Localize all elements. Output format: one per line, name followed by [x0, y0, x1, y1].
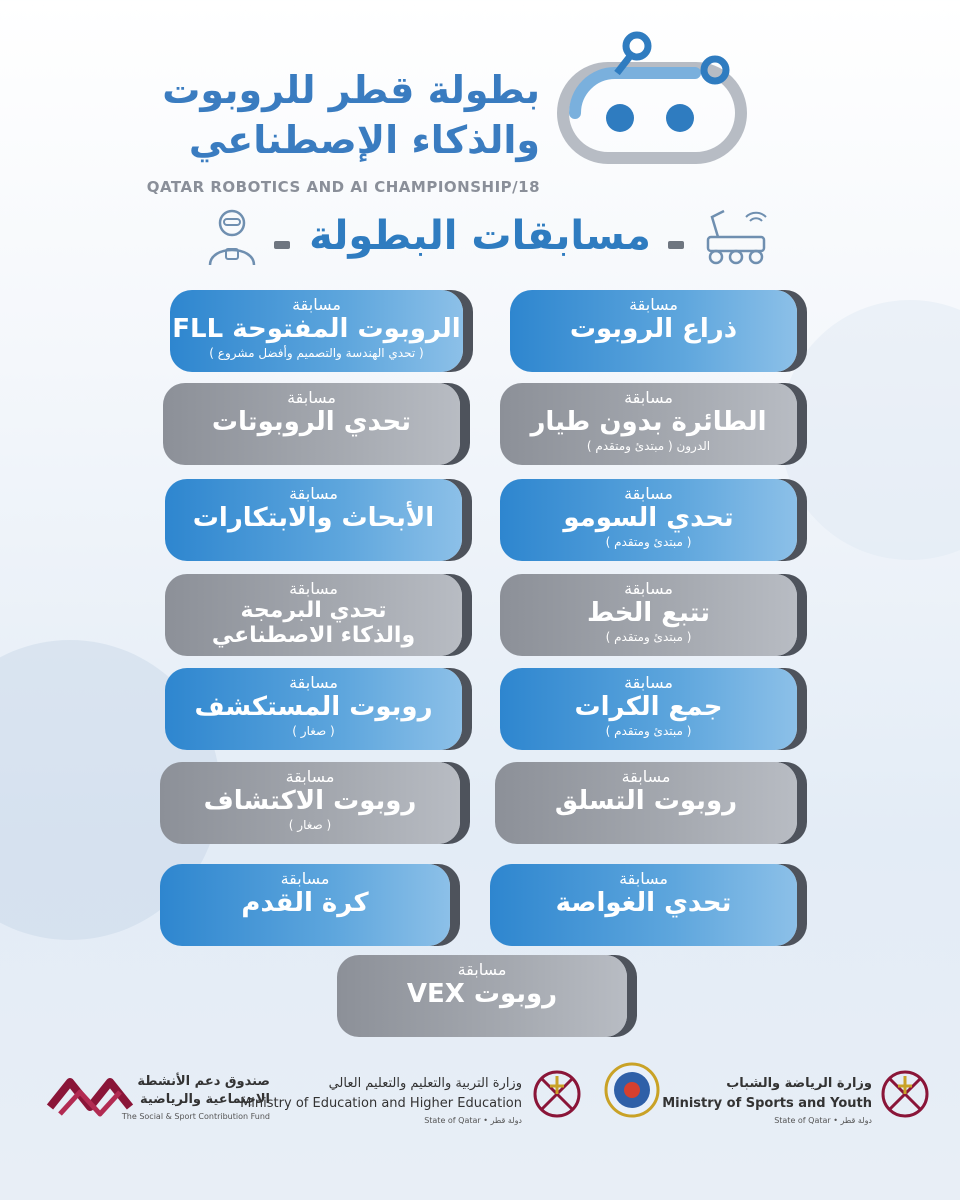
scientific-club-emblem-icon	[604, 1062, 660, 1118]
section-header	[0, 205, 960, 275]
sports-name-ar: وزارة الرياضة والشباب	[726, 1076, 872, 1091]
section-title: مسابقات البطولة	[309, 213, 651, 259]
competition-card-submarine: مسابقة تحدي الغواصة	[490, 864, 797, 946]
logo-title-line1: بطولة قطر للروبوت	[162, 68, 540, 112]
qatar-emblem-icon	[880, 1064, 930, 1124]
robot-face-logo-icon	[555, 28, 755, 168]
title-dash-right	[668, 241, 684, 249]
education-name-ar: وزارة التربية والتعليم والتعليم العالي	[328, 1076, 522, 1091]
qatar-emblem-icon	[532, 1064, 582, 1124]
sports-state: State of Qatar • دولة قطر	[774, 1116, 872, 1125]
rover-robot-icon	[700, 205, 772, 269]
competition-card-line-follower: مسابقة تتبع الخط ( مبتدئ ومتقدم )	[500, 574, 797, 656]
competition-card-ball-collection: مسابقة جمع الكرات ( مبتدئ ومتقدم )	[500, 668, 797, 750]
competition-card-programming-ai: مسابقة تحدي البرمجة والذكاء الاصطناعي	[165, 574, 462, 656]
competition-card-robot-challenge: مسابقة تحدي الروبوتات	[163, 383, 460, 465]
scientific-club-logo	[604, 1062, 664, 1122]
education-state: State of Qatar • دولة قطر	[424, 1116, 522, 1125]
sponsors-footer	[0, 1062, 960, 1142]
competition-card-football: مسابقة كرة القدم	[160, 864, 450, 946]
fund-name-ar-1: صندوق دعم الأنشطة	[137, 1074, 270, 1089]
competition-card-robot-arm: مسابقة ذراع الروبوت	[510, 290, 797, 372]
logo-english-title: QATAR ROBOTICS AND AI CHAMPIONSHIP/18	[146, 178, 540, 196]
fund-name-en: The Social & Sport Contribution Fund	[121, 1112, 270, 1121]
competition-card-drone: مسابقة الطائرة بدون طيار الدرون ( مبتدئ ومتقدم )	[500, 383, 797, 465]
fund-name-ar-2: الاجتماعية والرياضية	[139, 1092, 270, 1107]
competition-card-sumo: مسابقة تحدي السومو ( مبتدئ ومتقدم )	[500, 479, 797, 561]
education-name-en: Ministry of Education and Higher Education	[240, 1096, 522, 1111]
background-circle	[780, 300, 960, 560]
competition-card-vex: مسابقة روبوت VEX	[337, 955, 627, 1037]
sports-name-en: Ministry of Sports and Youth	[662, 1096, 872, 1111]
competition-card-explorer-robot: مسابقة روبوت المستكشف ( صغار )	[165, 668, 462, 750]
competition-card-research: مسابقة الأبحاث والابتكارات	[165, 479, 462, 561]
competition-card-climbing-robot: مسابقة روبوت التسلق	[495, 762, 797, 844]
competition-card-discovery-robot: مسابقة روبوت الاكتشاف ( صغار )	[160, 762, 460, 844]
logo-title-line2: والذكاء الإصطناعي	[188, 118, 540, 162]
competition-card-fll: مسابقة الروبوت المفتوحة FLL ( تحدي الهندسة والتصميم وأفضل مشروع )	[170, 290, 463, 372]
